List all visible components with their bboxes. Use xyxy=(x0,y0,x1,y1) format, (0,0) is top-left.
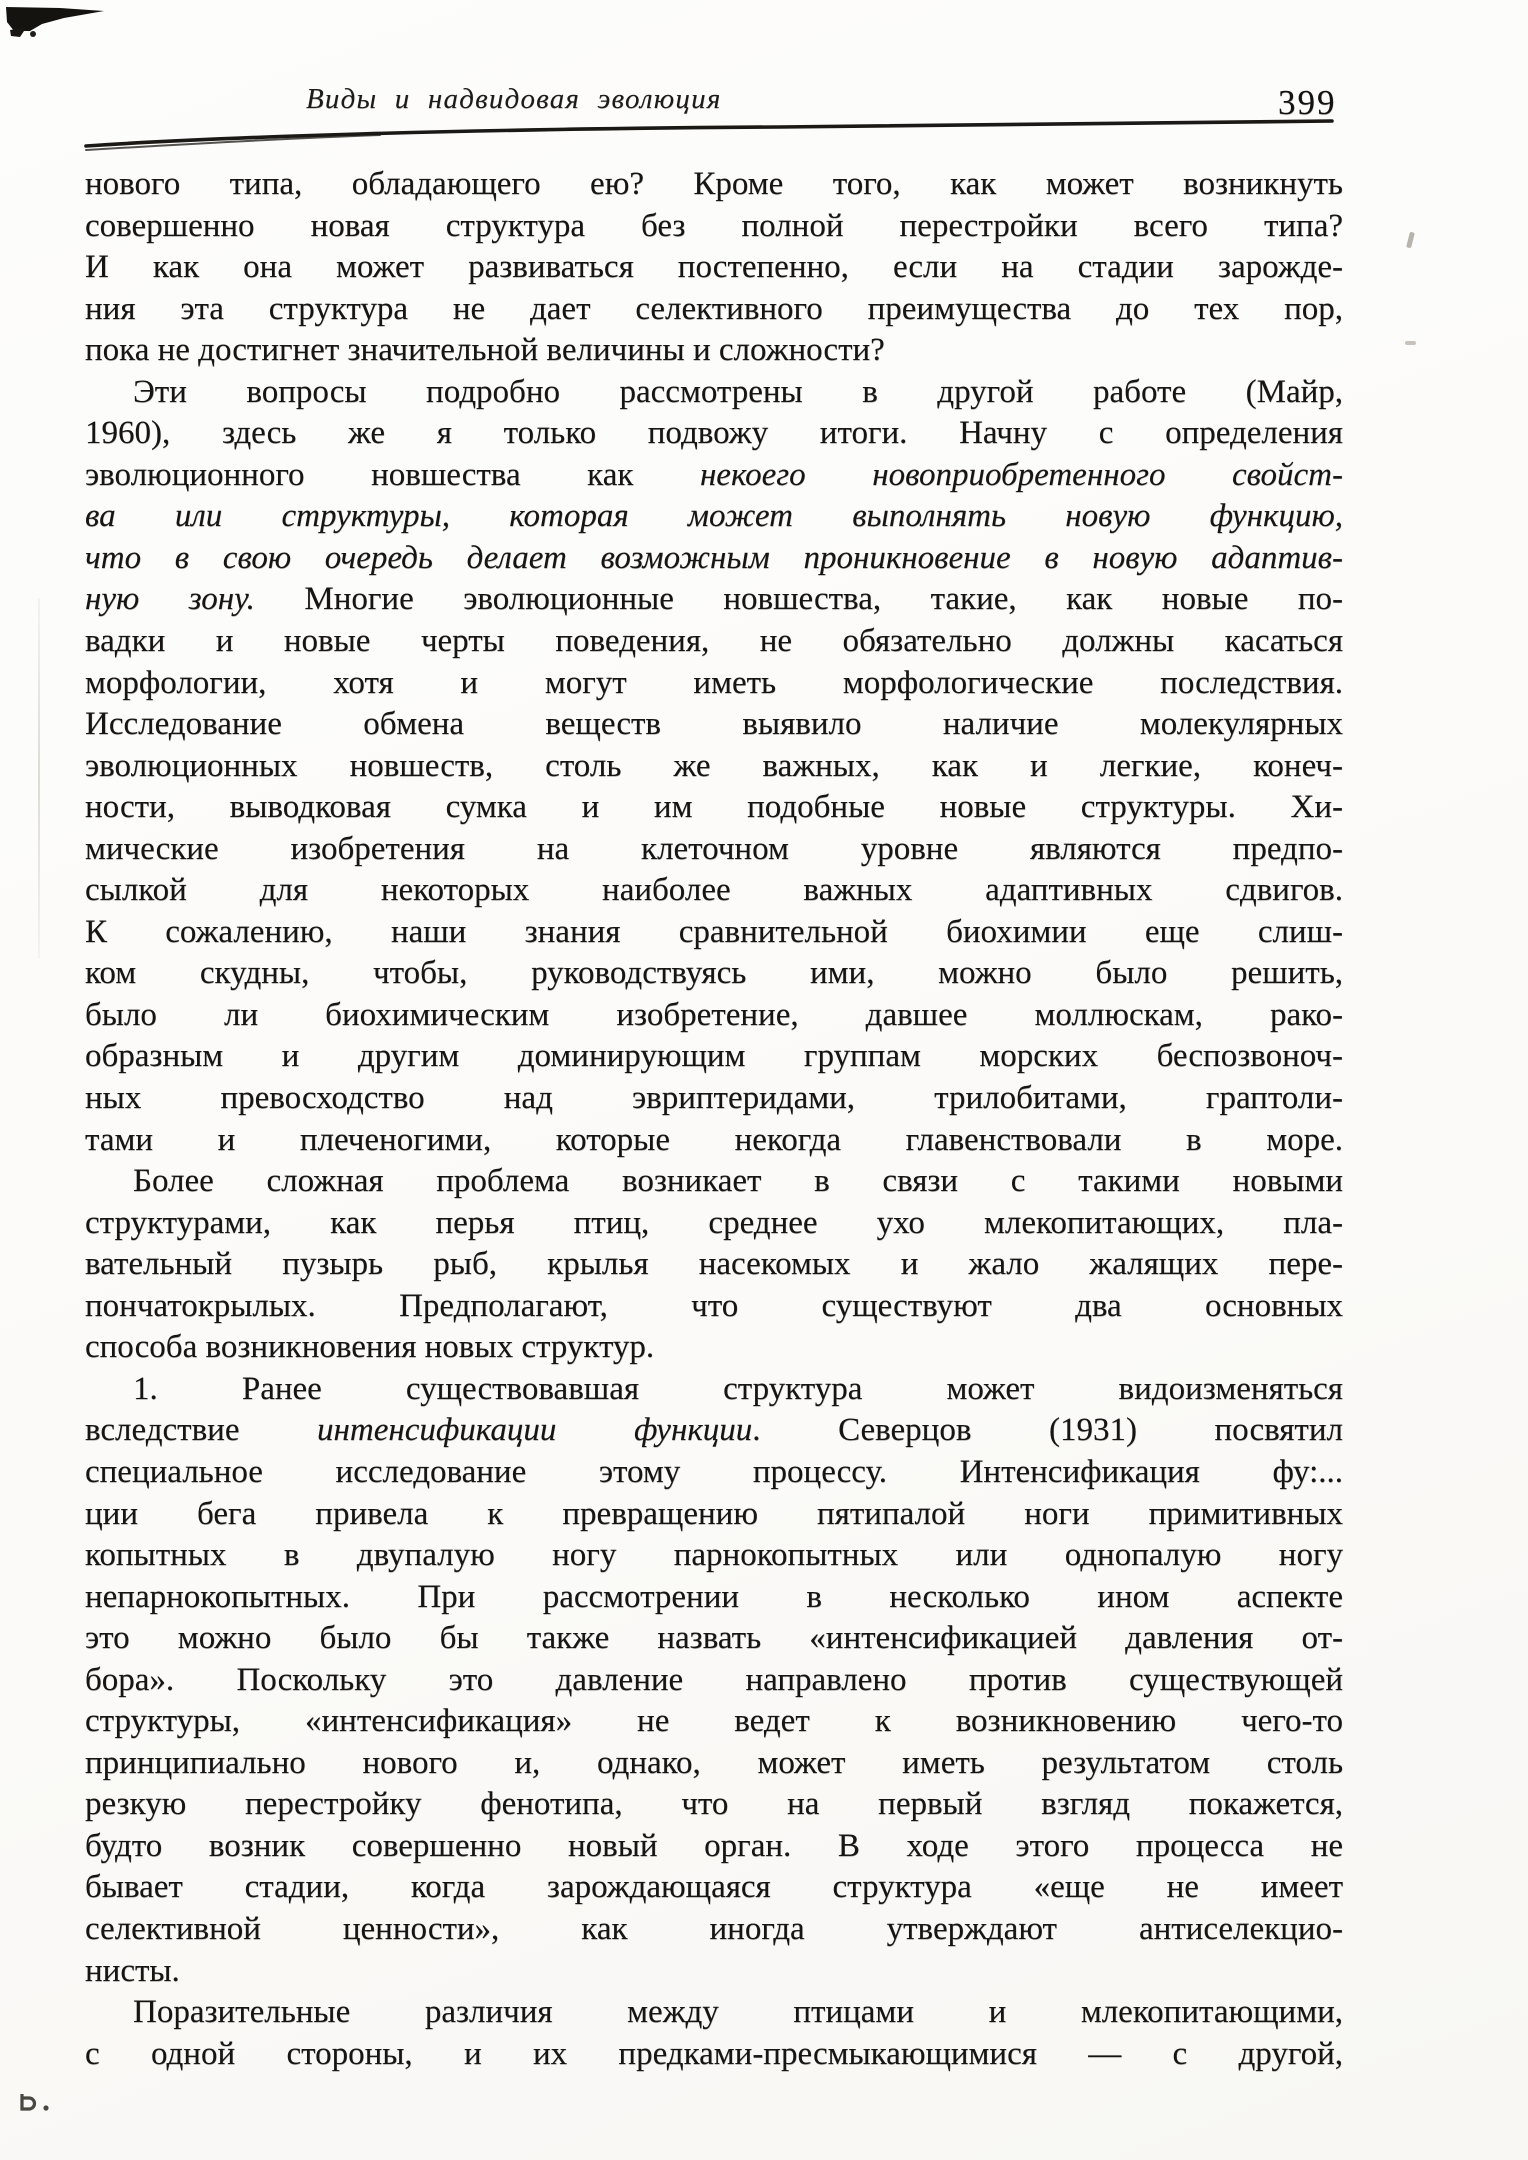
text-segment: Более сложная проблема возникает в связи с такими новыми xyxy=(133,1163,1343,1200)
text-segment: ком скудны, чтобы, руководствуясь ими, можно было решить, xyxy=(85,955,1343,992)
text-line xyxy=(85,787,1343,829)
text-segment: с одной стороны, и их предками-пресмыкающимися — с другой, xyxy=(85,2035,1343,2072)
scan-artifact-bottom-left xyxy=(16,2090,86,2120)
text-line xyxy=(85,289,1343,331)
text-segment: резкую перестройку фенотипа, что на первый взгляд покажется, xyxy=(85,1786,1343,1823)
text-segment: мические изобретения на клеточном уровне являются предпо- xyxy=(85,830,1343,867)
text-line xyxy=(85,870,1343,912)
text-line xyxy=(85,1410,1343,1452)
text-segment: способа возникновения новых структур. xyxy=(85,1329,655,1366)
text-segment: вадки и новые черты поведения, не обязательно должны касаться xyxy=(85,623,1343,660)
text-line xyxy=(85,1867,1343,1909)
page-number: 399 xyxy=(1278,83,1337,122)
text-segment: это можно было бы также назвать «интенсификацией давления от- xyxy=(85,1620,1343,1657)
text-segment: пончатокрылых. Предполагают, что существуют два основных xyxy=(85,1287,1343,1324)
text-line xyxy=(85,663,1343,705)
text-line xyxy=(85,1244,1343,1286)
text-line xyxy=(85,1327,1343,1369)
text-segment: нового типа, обладающего ею? Кроме того, как может возникнуть xyxy=(85,166,1343,202)
text-line xyxy=(85,1618,1343,1660)
text-segment: ния эта структура не дает селективного преимущества до тех пор, xyxy=(85,290,1343,327)
scan-speck xyxy=(1406,232,1415,249)
text-segment: К сожалению, наши знания сравнительной биохимии еще слиш- xyxy=(85,913,1343,950)
text-segment: что в свою очередь делает возможным проникновение в новую адаптив- xyxy=(85,539,1343,576)
text-segment: пока не достигнет значительной величины и сложности? xyxy=(85,332,885,369)
text-segment: 1. Ранее существовавшая структура может видоизменяться xyxy=(133,1370,1343,1407)
scan-speck xyxy=(1405,341,1416,345)
text-line xyxy=(85,829,1343,871)
text-segment: вательный пузырь рыб, крылья насекомых и жало жалящих пере- xyxy=(85,1246,1343,1283)
text-segment: Эти вопросы подробно рассмотрены в другой работе (Майр, xyxy=(133,373,1343,410)
text-line xyxy=(85,1120,1343,1162)
text-line xyxy=(85,413,1343,455)
text-line xyxy=(85,953,1343,995)
text-line xyxy=(85,1286,1343,1328)
text-segment: бора». Поскольку это давление направлено против существующей xyxy=(85,1661,1343,1698)
text-line xyxy=(85,496,1343,538)
text-segment: интенсификации функции xyxy=(317,1412,753,1449)
text-line xyxy=(85,1535,1343,1577)
text-segment: образным и другим доминирующим группам морских беспозвоноч- xyxy=(85,1038,1343,1075)
text-segment: эволюционных новшеств, столь же важных, как и легкие, конеч- xyxy=(85,747,1343,784)
text-line xyxy=(85,579,1343,621)
text-line xyxy=(85,538,1343,580)
text-segment: Поразительные различия между птицами и млекопитающими, xyxy=(133,1994,1343,2031)
text-segment: сылкой для некоторых наиболее важных адаптивных сдвигов. xyxy=(85,872,1343,909)
text-line xyxy=(85,330,1343,372)
text-segment: И как она может развиваться постепенно, если на стадии зарожде- xyxy=(85,249,1343,286)
text-line xyxy=(85,1784,1343,1826)
text-line xyxy=(85,1743,1343,1785)
text-segment: будто возник совершенно новый орган. В ходе этого процесса не xyxy=(85,1827,1343,1864)
text-line xyxy=(85,1369,1343,1411)
text-segment: 1960), здесь же я только подвожу итоги. Начну с определения xyxy=(85,415,1343,452)
text-line xyxy=(85,621,1343,663)
text-segment: морфологии, хотя и могут иметь морфологические последствия. xyxy=(85,664,1343,701)
text-segment: Многие эволюционные новшества, такие, как новые по- xyxy=(254,581,1343,618)
text-line xyxy=(85,1826,1343,1868)
page-fold-mark xyxy=(38,598,40,958)
text-line xyxy=(85,1203,1343,1245)
text-line xyxy=(85,1992,1343,2034)
text-segment: ва или структуры, которая может выполнять новую функцию, xyxy=(85,498,1343,535)
text-segment: было ли биохимическим изобретение, давшее моллюскам, рако- xyxy=(85,996,1343,1033)
text-segment: селективной ценности», как иногда утверждают антиселекцио- xyxy=(85,1910,1343,1947)
text-line xyxy=(85,995,1343,1037)
text-segment: принципиально нового и, однако, может иметь результатом столь xyxy=(85,1744,1343,1781)
text-line xyxy=(85,1701,1343,1743)
text-line xyxy=(85,1577,1343,1619)
text-segment: копытных в двупалую ногу парнокопытных или однопалую ногу xyxy=(85,1537,1343,1574)
text-segment: эволюционного новшества как xyxy=(85,456,700,493)
text-segment: бывает стадии, когда зарождающаяся структура «еще не имеет xyxy=(85,1869,1343,1906)
text-segment: вследствие xyxy=(85,1412,318,1449)
text-line xyxy=(85,912,1343,954)
text-line xyxy=(85,1036,1343,1078)
text-segment: структуры, «интенсификация» не ведет к возникновению чего-то xyxy=(85,1703,1343,1740)
body-text xyxy=(85,164,1343,2075)
text-segment: некоего новоприобретенного свойст- xyxy=(699,456,1344,493)
text-segment: ности, выводковая сумка и им подобные новые структуры. Хи- xyxy=(85,789,1343,826)
text-segment: ции бега привела к превращению пятипалой ноги примитивных xyxy=(85,1495,1343,1532)
scan-artifact-top-left xyxy=(0,0,140,60)
text-segment: специальное исследование этому процессу. Интенсификация фу:... xyxy=(85,1453,1343,1490)
text-line xyxy=(85,1161,1343,1203)
text-line xyxy=(85,1494,1343,1536)
text-line xyxy=(85,455,1343,497)
text-line xyxy=(85,164,1343,206)
text-line xyxy=(85,1452,1343,1494)
text-segment: Исследование обмена веществ выявило наличие молекулярных xyxy=(85,706,1343,743)
text-line xyxy=(85,206,1343,248)
text-segment: нисты. xyxy=(85,1952,180,1989)
text-line xyxy=(85,1078,1343,1120)
text-segment: ную зону. xyxy=(85,581,255,618)
text-line xyxy=(85,2034,1343,2076)
text-line xyxy=(85,704,1343,746)
text-line xyxy=(85,247,1343,289)
running-head-title: Виды и надвидовая эволюция xyxy=(306,83,722,115)
text-line xyxy=(85,1660,1343,1702)
text-line xyxy=(85,1909,1343,1951)
text-line xyxy=(85,372,1343,414)
text-line xyxy=(85,746,1343,788)
text-segment: тами и плеченогими, которые некогда главенствовали в море. xyxy=(85,1121,1343,1158)
text-segment: . Северцов (1931) посвятил xyxy=(752,1412,1343,1449)
text-segment: совершенно новая структура без полной перестройки всего типа? xyxy=(85,207,1343,244)
text-line xyxy=(85,1951,1343,1993)
text-segment: непарнокопытных. При рассмотрении в несколько ином аспекте xyxy=(85,1578,1343,1615)
text-segment: структурами, как перья птиц, среднее ухо млекопитающих, пла- xyxy=(85,1204,1343,1241)
text-segment: ных превосходство над эвриптеридами, трилобитами, граптоли- xyxy=(85,1080,1343,1117)
